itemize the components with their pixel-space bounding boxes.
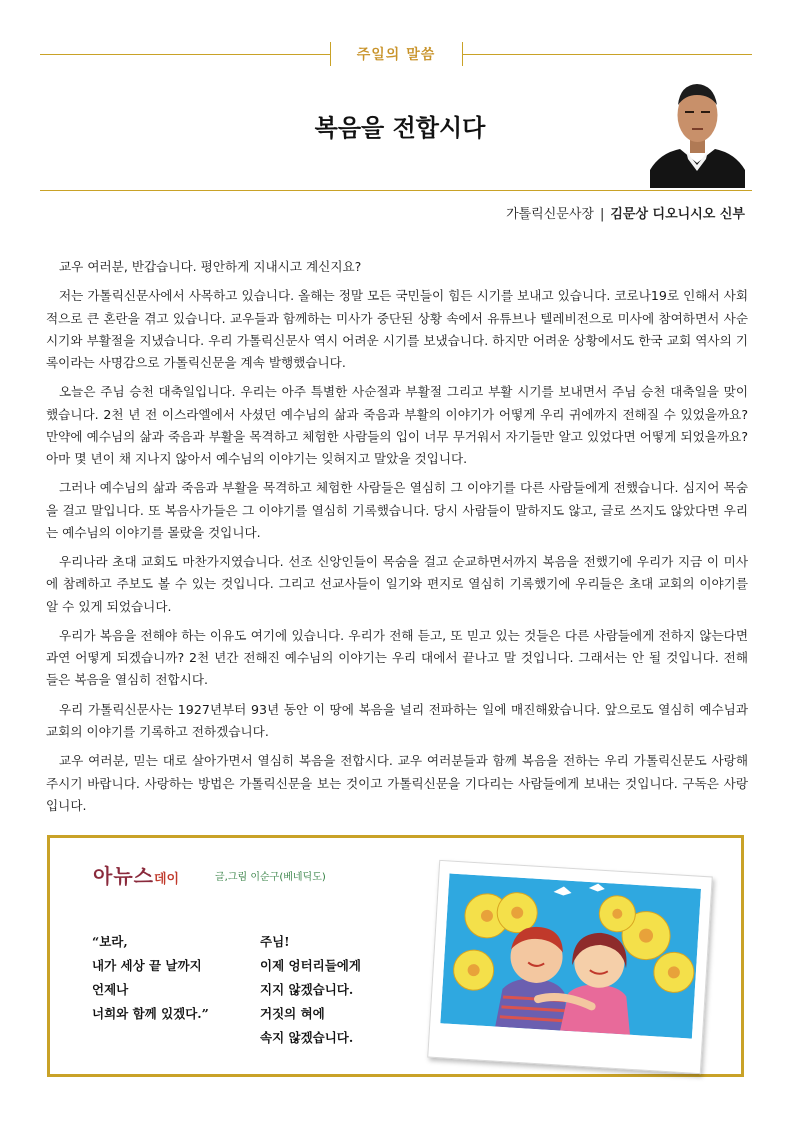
author-portrait	[650, 75, 745, 188]
header-rule-right	[462, 54, 752, 55]
page-title: 복음을 전합시다	[314, 114, 486, 142]
byline-org: 가톨릭신문사장	[506, 207, 594, 222]
comic-box	[47, 835, 744, 1077]
article-body	[46, 256, 748, 824]
comic-illustration-card	[427, 860, 713, 1074]
title-rule	[40, 190, 752, 191]
verse-line: 내가 세상 끝 날까지	[92, 958, 202, 973]
verse-line: 언제나	[92, 982, 129, 997]
verse-line: 이제 엉터리들에게	[260, 958, 361, 973]
byline-separator: |	[599, 207, 605, 222]
paragraph: 그러나 예수님의 삶과 죽음과 부활을 목격하고 체험한 사람들은 열심히 그 이야기를 다른 사람들에게 전했습니다. 심지어 목숨을 걸고 말입니다. 또 복음사가들은 그 이야기를 열심히 기록했습니다. 당시 사람들이 말하지도 않고, 글로 쓰지도 않았다면 우리는 예수님의 이야기를 몰랐을 것입니다.	[46, 480, 748, 540]
comic-title-small: 데이	[153, 872, 180, 887]
verse-line: 거짓의 혀에	[260, 1006, 325, 1021]
byline-author: 김문상 디오니시오 신부	[610, 207, 745, 222]
paragraph: 우리나라 초대 교회도 마찬가지였습니다. 선조 신앙인들이 목숨을 걸고 순교하면서까지 복음을 전했기에 우리가 지금 이 미사에 참례하고 주보도 볼 수 있는 것입니다. 그리고 선교사들이 일기와 편지로 열심히 기록했기에 우리들은 초대 교회의 이야기를 알 수 있게 되었습니다.	[46, 554, 748, 614]
paragraph: 오늘은 주님 승천 대축일입니다. 우리는 아주 특별한 사순절과 부활절 그리고 부활 시기를 보내면서 주님 승천 대축일을 맞이 했습니다. 2천 년 전 이스라엘에서 사셨던 예수님의 삶과 죽음과 부활의 이야기가 어떻게 우리 귀에까지 전해질 수 있었을까요? 만약에 예수님의 삶과 죽음과 부활을 목격하고 체험한 사람들의 입이 너무 무거워서 자기들만 알고 있었다면 어떻게 되었을까요? 아마 몇 년이 채 지나지 않아서 예수님의 이야기는 잊혀지고 말았을 것입니다.	[46, 384, 748, 466]
paragraph: 저는 가톨릭신문사에서 사목하고 있습니다. 올해는 정말 모든 국민들이 힘든 시기를 보내고 있습니다. 코로나19로 인해서 사회적으로 큰 혼란을 겪고 있습니다. 교우들과 함께하는 미사가 중단된 상황 속에서 유튜브나 텔레비전으로 미사에 참여하면서 사순 시기와 부활절을 지냈습니다. 우리 가톨릭신문사 역시 어려운 시기를 보냈습니다. 하지만 어려운 상황에서도 한국 교회 역사의 기록이라는 사명감으로 가톨릭신문을 계속 발행했습니다.	[46, 288, 748, 370]
comic-credit: 글,그림 이순구(베네딕도)	[215, 872, 326, 883]
verse-line: 지지 않겠습니다.	[260, 982, 354, 997]
comic-title	[93, 860, 179, 889]
paragraph: 우리가 복음을 전해야 하는 이유도 여기에 있습니다. 우리가 전해 듣고, 또 믿고 있는 것들은 다른 사람들에게 전하지 않는다면 과연 어떻게 되겠습니까? 2천 년간 전해진 예수님의 이야기는 우리 대에서 끝나고 말 것입니다. 그래서는 안 될 것입니다. 전해 들은 복음을 열심히 전합시다.	[46, 627, 748, 688]
verse-line: 속지 않겠습니다.	[260, 1030, 354, 1045]
comic-title-main: 아뉴스	[93, 864, 154, 888]
verse-line: “보라,	[92, 934, 128, 949]
byline	[506, 203, 745, 222]
paragraph: 우리 가톨릭신문사는 1927년부터 93년 동안 이 땅에 복음을 널리 전파하는 일에 매진해왔습니다. 앞으로도 열심히 예수님과 교회의 이야기를 기록하고 전하겠습니다.	[46, 701, 748, 739]
verse-left	[92, 930, 209, 1026]
comic-illustration	[440, 873, 701, 1038]
verse-line: 주님!	[260, 934, 290, 949]
header-rule-left	[40, 54, 330, 55]
verse-line: 너희와 함께 있겠다.”	[92, 1006, 209, 1021]
paragraph: 교우 여러분, 반갑습니다. 평안하게 지내시고 계신지요?	[59, 259, 362, 274]
paragraph: 교우 여러분, 믿는 대로 살아가면서 열심히 복음을 전합시다. 교우 여러분들과 함께 복음을 전하는 우리 가톨릭신문도 사랑해 주시기 바랍니다. 사랑하는 방법은 가톨릭신문을 보는 것이고 가톨릭신문을 기다리는 사람들에게 보내는 것입니다. 구독은 사랑입니다.	[46, 753, 748, 813]
section-label: 주일의 말씀	[356, 47, 436, 63]
verse-right	[260, 930, 361, 1050]
